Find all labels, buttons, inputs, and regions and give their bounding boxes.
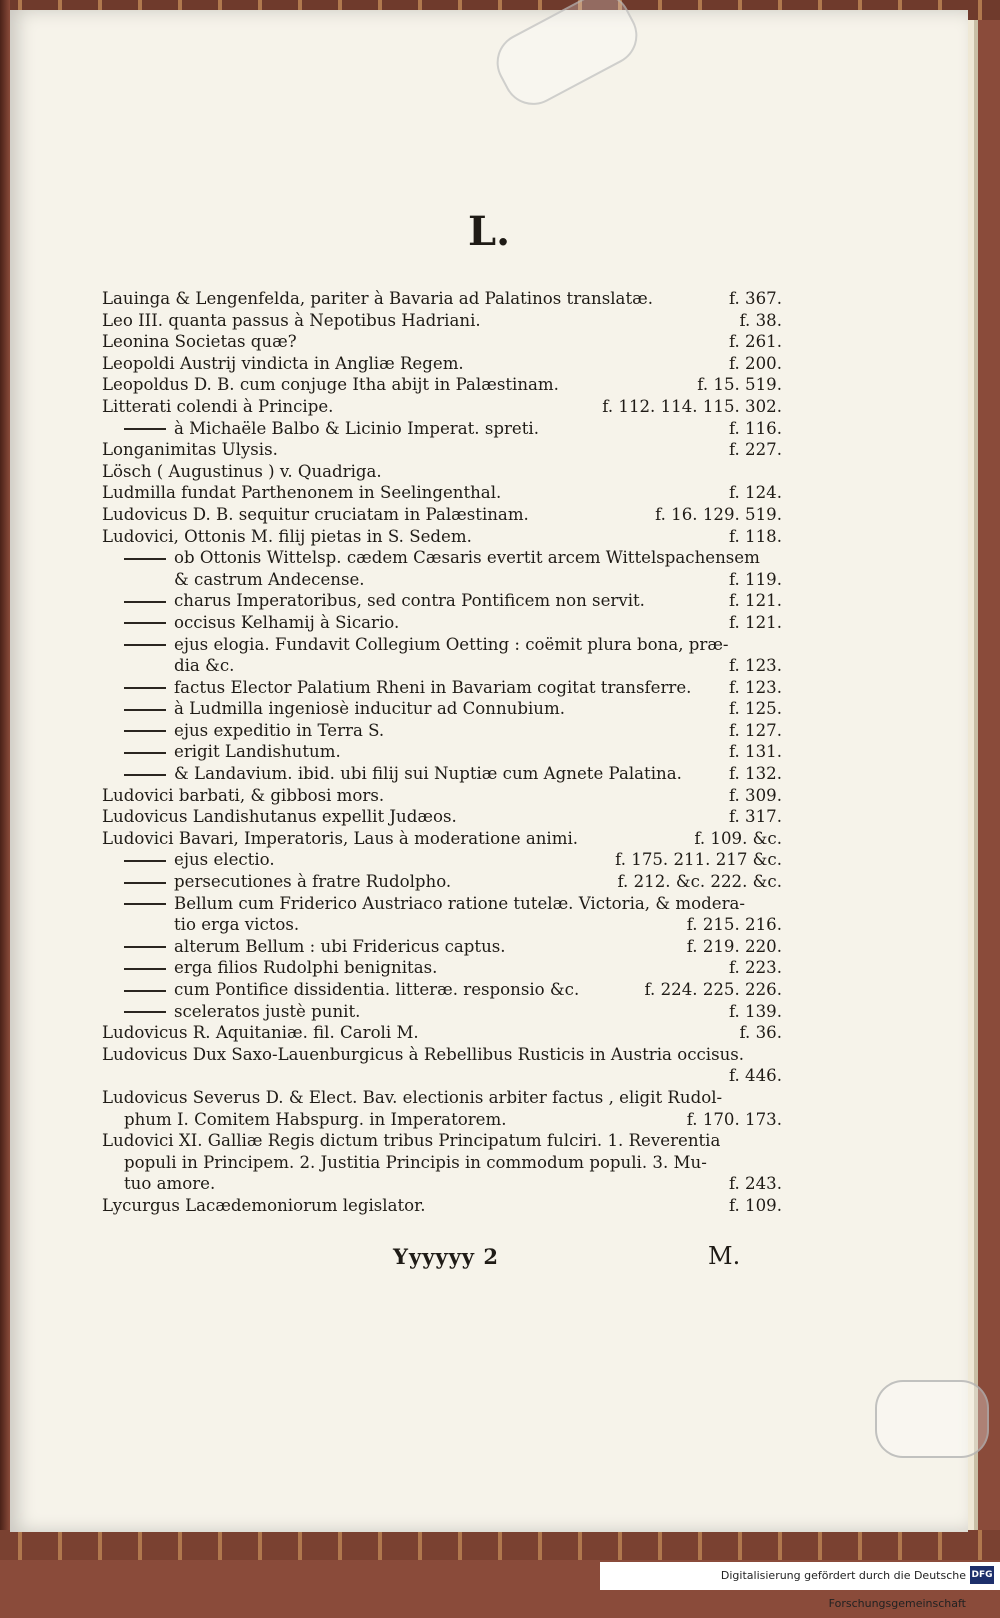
digitization-credit: Digitalisierung gefördert durch die Deutsche Forschungsgemeinschaft: [600, 1562, 1000, 1590]
book-binding-left: [0, 0, 10, 1560]
signature-mark: Yyyyyy 2: [393, 1244, 499, 1269]
entry-folio-ref: f. 223.: [728, 958, 782, 978]
entry-folio-ref: f. 16. 129. 519.: [655, 504, 782, 524]
entry-text: factus Elector Palatium Rheni in Bavariam cogitat transferre.: [102, 677, 691, 699]
entry-text: persecutiones à fratre Rudolpho.: [102, 871, 451, 893]
index-entry: [102, 461, 782, 483]
entry-folio-ref: f. 132.: [728, 764, 782, 784]
index-entry: [102, 893, 782, 915]
index-entry: [102, 936, 782, 958]
entry-text: Ludovicus Severus D. & Elect. Bav. electionis arbiter factus , eligit Rudol-: [102, 1087, 723, 1107]
entry-folio-ref: f. 112. 114. 115. 302.: [602, 396, 782, 416]
entry-text: Leopoldus D. B. cum conjuge Itha abijt in Palæstinam.: [102, 375, 559, 395]
section-heading: L.: [467, 208, 511, 255]
entry-text: Leo III. quanta passus à Nepotibus Hadriani.: [102, 310, 481, 330]
index-entry: [102, 914, 782, 936]
index-entry: [102, 1044, 782, 1066]
entry-folio-ref: f. 227.: [728, 440, 782, 460]
entry-text: charus Imperatoribus, sed contra Pontificem non servit.: [102, 590, 645, 612]
entry-text: Leonina Societas quæ?: [102, 332, 297, 352]
index-entry: [102, 482, 782, 504]
entry-folio-ref: f. 309.: [728, 785, 782, 805]
index-entry: [102, 396, 782, 418]
entry-text: Ludovici, Ottonis M. filij pietas in S. Sedem.: [102, 526, 472, 546]
entry-folio-ref: f. 215. 216.: [686, 915, 782, 935]
entry-text: Ludovicus Landishutanus expellit Judæos.: [102, 807, 457, 827]
index-entry: [102, 331, 782, 353]
entry-folio-ref: f. 121.: [728, 612, 782, 632]
entry-text: Longanimitas Ulysis.: [102, 440, 278, 460]
entry-folio-ref: f. 224. 225. 226.: [644, 980, 782, 999]
book-page: [10, 10, 968, 1532]
page-clip-right: [875, 1380, 989, 1458]
entry-folio-ref: f. 175. 211. 217 &c.: [615, 850, 782, 870]
index-entry: [102, 1001, 782, 1023]
index-entry: [102, 504, 782, 526]
entry-folio-ref: f. 123.: [728, 677, 782, 697]
entry-text: sceleratos justè punit.: [102, 1001, 360, 1023]
entry-text: tio erga victos.: [174, 915, 300, 935]
entry-text: erga filios Rudolphi benignitas.: [102, 957, 437, 979]
index-entry: [102, 1173, 782, 1195]
entry-text: Leopoldi Austrij vindicta in Angliæ Regem.: [102, 353, 464, 373]
entry-text: phum I. Comitem Habspurg. in Imperatorem.: [124, 1109, 507, 1129]
entry-text: & castrum Andecense.: [174, 569, 365, 589]
entry-folio-ref: f. 243.: [728, 1174, 782, 1194]
entry-text: Lösch ( Augustinus ) v. Quadriga.: [102, 461, 382, 481]
entry-folio-ref: f. 121.: [728, 591, 782, 611]
entry-text: Ludovici XI. Galliæ Regis dictum tribus Principatum fulciri. 1. Reverentia: [102, 1131, 721, 1151]
index-entry: [102, 1022, 782, 1044]
entry-folio-ref: f. 131.: [728, 742, 782, 762]
entry-folio-ref: f. 36.: [739, 1023, 782, 1043]
index-entry: [102, 655, 782, 677]
entry-text: Ludovici Bavari, Imperatoris, Laus à moderatione animi.: [102, 828, 579, 848]
entry-text: Ludovicus D. B. sequitur cruciatam in Palæstinam.: [102, 504, 529, 524]
entry-text: Ludovici barbati, & gibbosi mors.: [102, 785, 385, 805]
index-entry: [102, 806, 782, 828]
entry-folio-ref: f. 38.: [739, 310, 782, 330]
entry-folio-ref: f. 116.: [728, 418, 782, 438]
entry-folio-ref: f. 109. &c.: [694, 828, 782, 848]
entry-text: Lycurgus Lacædemoniorum legislator.: [102, 1195, 426, 1215]
index-entry: [102, 1087, 782, 1109]
index-entry: [102, 288, 782, 310]
entry-folio-ref: f. 367.: [728, 289, 782, 308]
entry-folio-ref: f. 200.: [728, 353, 782, 373]
entry-folio-ref: f. 261.: [728, 332, 782, 352]
entry-folio-ref: f. 109.: [728, 1195, 782, 1215]
index-entry: [102, 526, 782, 548]
index-entry: [102, 612, 782, 634]
entry-folio-ref: f. 139.: [728, 1001, 782, 1021]
entry-text: dia &c.: [174, 656, 235, 676]
entry-text: cum Pontifice dissidentia. litteræ. responsio &c.: [102, 979, 579, 1001]
entry-text: & Landavium. ibid. ubi filij sui Nuptiæ cum Agnete Palatina.: [102, 763, 682, 785]
entry-folio-ref: f. 212. &c. 222. &c.: [617, 872, 782, 892]
catchword: M.: [708, 1242, 741, 1270]
entry-text: Ludmilla fundat Parthenonem in Seelingenthal.: [102, 483, 502, 503]
index-entry: [102, 763, 782, 785]
entry-folio-ref: f. 317.: [728, 807, 782, 827]
entry-folio-ref: f. 127.: [728, 720, 782, 740]
index-entry: [102, 374, 782, 396]
entry-folio-ref: f. 446.: [728, 1066, 782, 1086]
index-entry: [102, 1152, 782, 1174]
index-entry: [102, 590, 782, 612]
index-entry: [102, 785, 782, 807]
index-entry: [102, 849, 782, 871]
index-entry: [102, 310, 782, 332]
index-entry: [102, 1130, 782, 1152]
entry-text: ejus expeditio in Terra S.: [102, 720, 384, 742]
entry-text: à Ludmilla ingeniosè inducitur ad Connubium.: [102, 698, 565, 720]
entry-text: occisus Kelhamij à Sicario.: [102, 612, 399, 634]
index-entry: [102, 439, 782, 461]
page-edges-right: [968, 20, 1000, 1532]
index-entry: [102, 547, 782, 569]
index-entry: [102, 720, 782, 742]
entry-folio-ref: f. 123.: [728, 656, 782, 676]
index-entry: [102, 634, 782, 656]
index-entry: [102, 957, 782, 979]
index-entry: [102, 741, 782, 763]
entry-text: à Michaële Balbo & Licinio Imperat. spreti.: [102, 418, 539, 440]
entry-text: erigit Landishutum.: [102, 741, 341, 763]
index-entry: [102, 1109, 782, 1131]
entry-text: ejus electio.: [102, 849, 275, 871]
entry-folio-ref: f. 170. 173.: [686, 1109, 782, 1129]
entry-text: ob Ottonis Wittelsp. cædem Cæsaris evertit arcem Wittelspachensem: [102, 547, 760, 569]
entry-text: Lauinga & Lengenfelda, pariter à Bavaria ad Palatinos translatæ.: [102, 289, 653, 308]
entry-folio-ref: f. 118.: [728, 526, 782, 546]
book-binding-bottom: [0, 1530, 1000, 1560]
index-entries: [102, 288, 782, 1217]
entry-folio-ref: f. 125.: [728, 699, 782, 719]
index-entry: [102, 418, 782, 440]
entry-folio-ref: f. 124.: [728, 483, 782, 503]
index-entry: [102, 353, 782, 375]
index-entry: [102, 979, 782, 1001]
entry-folio-ref: f. 119.: [728, 569, 782, 589]
entry-text: Ludovicus R. Aquitaniæ. fil. Caroli M.: [102, 1023, 419, 1043]
entry-text: populi in Principem. 2. Justitia Principis in commodum populi. 3. Mu-: [124, 1152, 707, 1172]
entry-text: ejus elogia. Fundavit Collegium Oetting : coëmit plura bona, præ-: [102, 634, 729, 656]
entry-folio-ref: f. 219. 220.: [686, 936, 782, 956]
index-entry: [102, 1195, 782, 1217]
index-entry: [102, 1065, 782, 1087]
dfg-logo: DFG: [970, 1566, 994, 1584]
entry-text: Bellum cum Friderico Austriaco ratione tutelæ. Victoria, & modera-: [102, 893, 745, 915]
entry-text: Ludovicus Dux Saxo-Lauenburgicus à Rebellibus Rusticis in Austria occisus.: [102, 1044, 745, 1064]
entry-text: alterum Bellum : ubi Fridericus captus.: [102, 936, 506, 958]
index-entry: [102, 828, 782, 850]
index-entry: [102, 698, 782, 720]
entry-text: tuo amore.: [124, 1174, 216, 1194]
index-entry: [102, 871, 782, 893]
entry-text: Litterati colendi à Principe.: [102, 396, 334, 416]
index-entry: [102, 677, 782, 699]
index-entry: [102, 569, 782, 591]
entry-folio-ref: f. 15. 519.: [697, 375, 782, 395]
